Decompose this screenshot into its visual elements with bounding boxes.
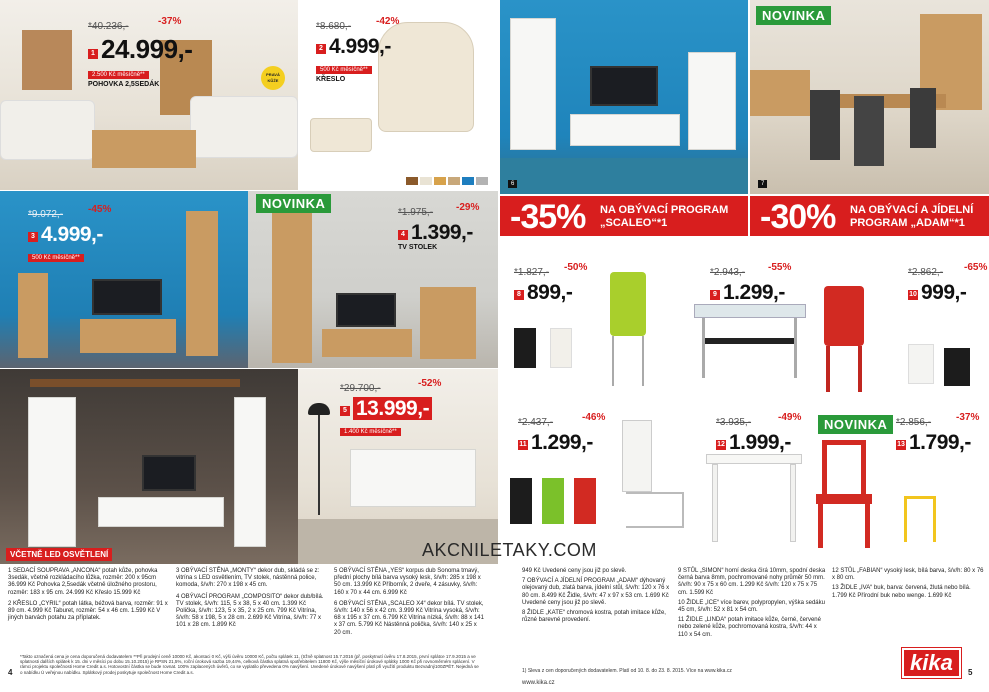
low-cabinet — [420, 287, 476, 359]
watermark: AKCNILETAKY.COM — [422, 540, 597, 560]
item-9-price — [710, 262, 800, 304]
desc-col-3 — [334, 568, 484, 637]
table-top — [706, 454, 802, 464]
chair-red — [574, 478, 596, 524]
old-price: *29.700,- — [340, 383, 381, 394]
chair-black — [510, 478, 532, 524]
desc-col-6 — [832, 568, 984, 600]
footnote-right: 1) Sleva z cen doporučených dodavatelem. Platí od 10. 8. do 23. 8. 2015. Více na www.kika.cz — [522, 668, 732, 674]
item-number: 10 — [909, 290, 917, 298]
item-number: 12 — [717, 440, 725, 448]
desc-item-2: 2 KŘESLO „CYRIL“ potah látka, béžová barva, rozměr: 91 x 89 cm. 4.999 Kč Taburet, rozměr: 54 x 46 cm. 1.599 Kč V jiných barvách potahu za příplatek. — [8, 600, 168, 622]
leg-right — [794, 318, 797, 378]
product-name: POHOVKA 2,5SEDÁK — [88, 81, 160, 88]
product-name: TV STOLEK — [398, 244, 438, 251]
wall-art — [22, 30, 72, 90]
chair-red — [824, 286, 864, 346]
tv-stand — [570, 114, 680, 146]
monthly-payment: 500 Kč měsíčně** — [28, 254, 84, 262]
promo-scaleo-percent: -35% — [510, 198, 586, 236]
table-fabian — [706, 454, 802, 544]
tv-stand — [80, 319, 176, 353]
ottoman-shape — [310, 118, 372, 152]
coffee-table — [92, 130, 196, 168]
desc-item-3: 3 OBÝVACÍ STĚNA „MONTY“ dekor dub, skládá se z: vitrína s LED osvětlením, TV stolek, nástěnná police, komoda, š/v/h: 270 x 198 x 45 cm. — [176, 568, 320, 589]
price: 1.399,- — [411, 221, 473, 244]
chair-ice-group — [816, 282, 986, 397]
promo-scaleo-text: NA OBÝVACÍ PROGRAM „SCALEO“*1 — [600, 204, 729, 229]
desc-item-13: 13 ŽIDLE „IVA“ buk, barva: červená, žlutá nebo bílá. 1.799 Kč Přírodní buk nebo wenge. 1.699 Kč — [832, 585, 971, 599]
desc-item-7: 7 OBÝVACÍ A JÍDELNÍ PROGRAM „ADAM“ dýhovaný olejovaný dub, zlatá barva, jídelní stůl, š/v/h: 120 x 76 x 80 cm. 8.499 Kč Židle, š/v/h: 47 x 97 x 53 cm. 1.699 Kč Uvedené ceny jsou již po slevě. — [522, 578, 670, 606]
old-price: *1.827,- — [514, 267, 550, 278]
lamp-pole — [318, 415, 320, 515]
old-price: *2.437,- — [518, 417, 554, 428]
chair-white — [550, 328, 572, 368]
left-vitrine — [510, 18, 556, 150]
chair-iva-group — [816, 440, 986, 552]
promo-scaleo — [500, 196, 748, 236]
item-number: 1 — [88, 49, 98, 59]
price: 4.999,- — [41, 223, 103, 246]
discount: -45% — [88, 204, 112, 215]
discount: -52% — [418, 378, 442, 389]
price: 1.299,- — [531, 431, 593, 454]
desc-item-4: 4 OBÝVACÍ PROGRAM „COMPOSITO“ dekor dub/bílá. TV stolek, š/v/h: 115, 5 x 38, 5 x 40 cm. 1.399 Kč Polička, š/v/h: 123, 5 x 35, 2 x 25 cm. 799 Kč Vitrína, š/v/h: 58 x 198, 5 x 28 cm. 2.699 Kč Vitrína, š/v/h: 77 x 101 x 28 cm. 1.899 Kč — [176, 593, 324, 629]
chair-white-tall — [622, 420, 652, 492]
old-price: *8.680,- — [316, 21, 352, 32]
chair-red-seat — [816, 494, 872, 504]
item-number: 13 — [897, 440, 905, 448]
chair-black — [944, 348, 970, 386]
kika-logo: kika — [902, 648, 961, 678]
sideboard-shape — [350, 449, 476, 507]
item-number: 2 — [316, 44, 326, 54]
wall-shelf — [30, 379, 240, 387]
item-4-price — [398, 202, 488, 251]
lower-shelf — [704, 338, 796, 344]
price: 1.999,- — [729, 431, 791, 454]
sofa-left — [0, 100, 95, 160]
old-price: *3.935,- — [716, 417, 752, 428]
page-number-right: 5 — [968, 668, 973, 677]
price: 1.299,- — [723, 281, 785, 304]
rug — [500, 158, 748, 194]
mrak-badge: PRAVÁ KŮŽE — [261, 66, 285, 90]
right-vitrine — [234, 397, 266, 547]
desc-col-1 — [8, 568, 168, 622]
photo-number-7: 7 — [758, 180, 767, 188]
chair-kate-group — [510, 272, 690, 392]
chair-3 — [910, 88, 936, 148]
glass-top — [694, 304, 806, 318]
item-3-price — [28, 204, 118, 264]
chair-red-legs — [818, 504, 870, 548]
discount: -65% — [964, 262, 988, 273]
chair-green-legs — [612, 336, 644, 386]
monthly-payment: 1.400 Kč měsíčně** — [340, 428, 401, 436]
promo-adam-text: NA OBÝVACÍ A JÍDELNÍ PROGRAM „ADAM“*1 — [850, 204, 974, 229]
chair-yellow — [904, 496, 936, 542]
sideboard — [750, 70, 810, 116]
desc-item-9: 9 STŮL „SIMON“ horní deska čirá 10mm, spodní deska černá barva 8mm, pochromované nohy průměr 50 mm. š/v/h: 90 x 75 x 60 cm. 1.299 Kč š/v/h: 120 x 75 x 75 cm. 1.599 Kč — [678, 568, 826, 596]
sofa-right — [190, 96, 298, 158]
footnote-left: *Takto označená cena je cena doporučená dodavatelem **Při prodejní ceně 10000 Kč, akontaci 0 Kč, výši úvěru 10000 Kč, počtu splátek 11, (tržně splatnost 15.7.2016 (př. poskytnutí úvěru 17.8.2015, první splátce 17.9.2015 a ve splatnosti dalších splátek k 15. dni v měsíci po dobu 15.10.2015) je RPSN 21,5%, roční úroková sazba 19,44%, celková částka splatná spotřebitelem 11800 Kč, výše měsíční úrokové splátky 1000 Kč při rovnoměrném splácení. V rámci projektu společnosti Home Credit a.s. Hotovostní částka se bude rovnat. 100% zaplacených úvěrů, co se vyplatilo převedena 0% navýšení. Uvedené úrokové navýšení platí při využití produktu Bezvadný100ZPĚT. Nejedná se o nabídku Ú veřejnou nabídku. Splátkový prodej poskytuje společnost Home Credit a.s. — [20, 654, 479, 675]
tv — [336, 293, 396, 327]
page-number-left: 4 — [8, 668, 13, 677]
desc-item-11: 11 ŽIDLE „LINDA“ potah imitace kůže, černé, červené nebo zelené kůže, pochromovaná kostra, š/v/h: 44 x 110 x 54 cm. — [678, 617, 821, 638]
photo-number-6: 6 — [508, 180, 517, 188]
desc-item-12: 12 STŮL „FABIAN“ vysoký lesk, bílá barva, š/v/h: 80 x 76 x 80 cm. — [832, 568, 984, 582]
color-swatches — [406, 172, 498, 190]
floor-lamp — [308, 403, 330, 415]
price: 4.999,- — [329, 35, 391, 58]
discount: -37% — [158, 16, 182, 27]
discount: -55% — [768, 262, 792, 273]
tv — [142, 455, 196, 491]
cabinet-left — [18, 273, 48, 358]
item-number: 9 — [710, 290, 720, 300]
price: 899,- — [527, 281, 573, 304]
product-name: KŘESLO — [316, 76, 346, 83]
left-vitrine — [28, 397, 76, 547]
table-simon — [694, 300, 806, 380]
chair-green — [542, 478, 564, 524]
promo-adam — [750, 196, 989, 236]
old-price: *9.072,- — [28, 209, 64, 220]
item-1-price — [88, 16, 193, 88]
desc-col-5 — [678, 568, 826, 639]
novinka-badge: NOVINKA — [818, 415, 893, 434]
discount: -29% — [456, 202, 480, 213]
price: 1.799,- — [909, 431, 971, 454]
item-number: 4 — [398, 230, 408, 240]
price: 24.999,- — [101, 34, 193, 64]
cantilever-base — [626, 492, 684, 528]
desc-col-2 — [176, 568, 328, 630]
item-5-price — [340, 378, 440, 438]
photo-scaleo — [500, 0, 748, 194]
old-price: *2.856,- — [896, 417, 932, 428]
discount: -42% — [376, 16, 400, 27]
novinka-badge: NOVINKA — [756, 6, 831, 25]
tv — [92, 279, 162, 315]
chair-green — [610, 272, 646, 336]
item-number: 8 — [514, 290, 524, 300]
chair-1 — [810, 90, 840, 160]
chair-2 — [854, 96, 884, 166]
monthly-payment: 2.500 Kč měsíčně** — [88, 71, 149, 79]
leg-left — [712, 464, 718, 542]
old-price: *2.862,- — [908, 267, 944, 278]
chair-linda-group — [506, 416, 686, 536]
item-number: 5 — [340, 406, 350, 416]
price: 999,- — [921, 281, 967, 304]
leg-right — [790, 464, 796, 542]
item-2-price — [316, 16, 402, 83]
led-badge: VČETNĚ LED OSVĚTLENÍ — [6, 548, 112, 561]
desc-col-4 — [522, 568, 672, 624]
discount: -50% — [564, 262, 588, 273]
desc-price-note: 949 Kč Uvedené ceny jsou již po slevě. — [522, 568, 627, 574]
item-number: 11 — [519, 440, 527, 448]
chair-white — [908, 344, 934, 384]
tv-stand — [322, 329, 412, 357]
monthly-payment: 500 Kč měsíčně** — [316, 66, 372, 74]
desc-item-10: 10 ŽIDLE „ICE“ více barev, polypropylen, výška sedáku 45 cm, š/v/h: 52 x 81 x 54 cm. — [678, 599, 825, 614]
old-price: *2.943,- — [710, 267, 746, 278]
desc-item-8: 8 ŽIDLE „KATE“ chromová kostra, potah imitace kůže, různé barevné provedení. — [522, 610, 666, 624]
chair-red — [822, 440, 866, 494]
promo-adam-percent: -30% — [760, 198, 836, 236]
desc-item-1: 1 SEDACÍ SOUPRAVA „ANCONA“ potah kůže, pohovka 3sedák, včetně rozkládacího lůžka, rozměr: 200 x 95cm 36.999 Kč Pohovka 2,5sedák včetně úložného prostoru, rozměr: 183 x 95 cm. 24.999 Kč Křeslo 15.999 Kč — [8, 568, 158, 596]
tv-stand — [98, 497, 224, 527]
desc-item-6: 6 OBÝVACÍ STĚNA „SCALEO X4“ dekor bílá. TV stolek, š/v/h: 140 x 56 x 42 cm. 3.999 Kč Vitrína vysoká, š/v/h: 68 x 195 x 37 cm. 6.799 Kč Vitrína nízká, š/v/h: 88 x 141 x 37 cm. 5.799 Kč Nástěnná polička, š/v/h: 140 x 25 x 20 cm. — [334, 600, 484, 636]
vitrine — [186, 211, 218, 356]
old-price: *40.236,- — [88, 21, 129, 32]
old-price: *1.975,- — [398, 207, 434, 218]
discount: -49% — [778, 412, 802, 423]
photo-adam — [750, 0, 989, 194]
photo-wall-unit-yes — [0, 369, 298, 564]
leg-left — [702, 318, 705, 378]
right-vitrine — [688, 52, 736, 150]
item-12-price — [716, 412, 806, 454]
price: 13.999,- — [353, 397, 432, 420]
tall-vitrine — [272, 213, 312, 363]
item-number: 3 — [28, 232, 38, 242]
footer-url[interactable]: www.kika.cz — [522, 680, 555, 686]
chair-red-legs — [826, 346, 862, 392]
discount: -46% — [582, 412, 606, 423]
discount: -37% — [956, 412, 980, 423]
chair-black — [514, 328, 536, 368]
tv — [590, 66, 658, 106]
desc-item-5: 5 OBÝVACÍ STĚNA „YES“ korpus dub Sonoma tmavý, přední plochy bílá barva vysoký lesk, š/v/h: 285 x 198 x 50 cm. 13.999 Kč Příborník, 2 dveře, 4 zásuvky, š/v/h: 160 x 70 x 44 cm. 6.999 Kč — [334, 568, 481, 596]
novinka-badge: NOVINKA — [256, 194, 331, 213]
